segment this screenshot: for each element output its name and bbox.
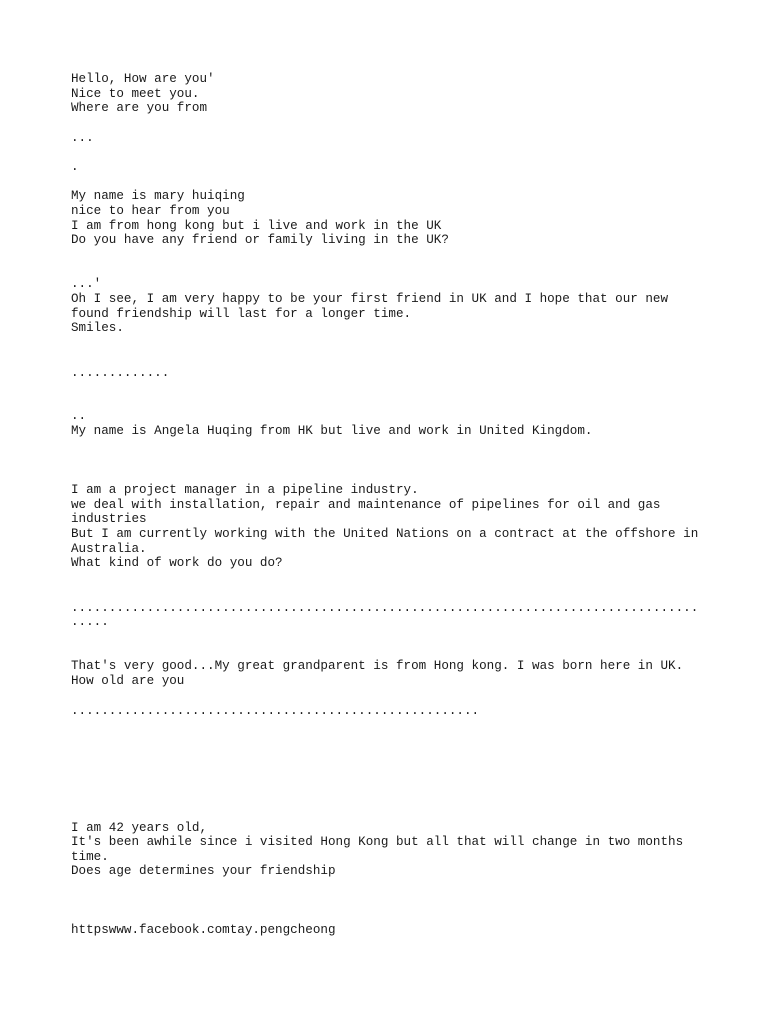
text-line: Where are you from (71, 101, 208, 115)
text-line: What kind of work do you do? (71, 556, 283, 570)
text-line: How old are you (71, 674, 185, 688)
text-line: Hello, How are you' (71, 72, 215, 86)
text-line: time. (71, 850, 109, 864)
text-line: ...' (71, 277, 102, 291)
url-text: httpswww.facebook.comtay.pengcheong (71, 923, 336, 937)
text-line: ............. (71, 366, 170, 380)
text-line: I am a project manager in a pipeline industry. (71, 483, 419, 497)
text-line: But I am currently working with the United Nations on a contract at the offshore in (71, 527, 699, 541)
text-line: Nice to meet you. (71, 87, 200, 101)
text-line: we deal with installation, repair and maintenance of pipelines for oil and gas (71, 498, 661, 512)
text-line: ................................................................................... (71, 601, 699, 615)
text-line: Australia. (71, 542, 147, 556)
text-line: nice to hear from you (71, 204, 230, 218)
text-line: Do you have any friend or family living in the UK? (71, 233, 449, 247)
text-line: I am from hong kong but i live and work in the UK (71, 219, 442, 233)
text-line: . (71, 160, 79, 174)
text-line: Does age determines your friendship (71, 864, 336, 878)
text-line: My name is Angela Huqing from HK but live and work in United Kingdom. (71, 424, 593, 438)
text-line: I am 42 years old, (71, 821, 208, 835)
text-line: found friendship will last for a longer time. (71, 307, 412, 321)
text-line: That's very good...My great grandparent is from Hong kong. I was born here in UK. (71, 659, 684, 673)
text-line: Oh I see, I am very happy to be your first friend in UK and I hope that our new (71, 292, 669, 306)
text-line: ..... (71, 615, 109, 629)
text-line: Smiles. (71, 321, 124, 335)
text-line: .. (71, 409, 87, 423)
text-line: My name is mary huiqing (71, 189, 245, 203)
text-line: It's been awhile since i visited Hong Kong but all that will change in two months (71, 835, 684, 849)
text-line: ...................................................... (71, 704, 480, 718)
text-line: industries (71, 512, 147, 526)
text-line: ... (71, 131, 94, 145)
